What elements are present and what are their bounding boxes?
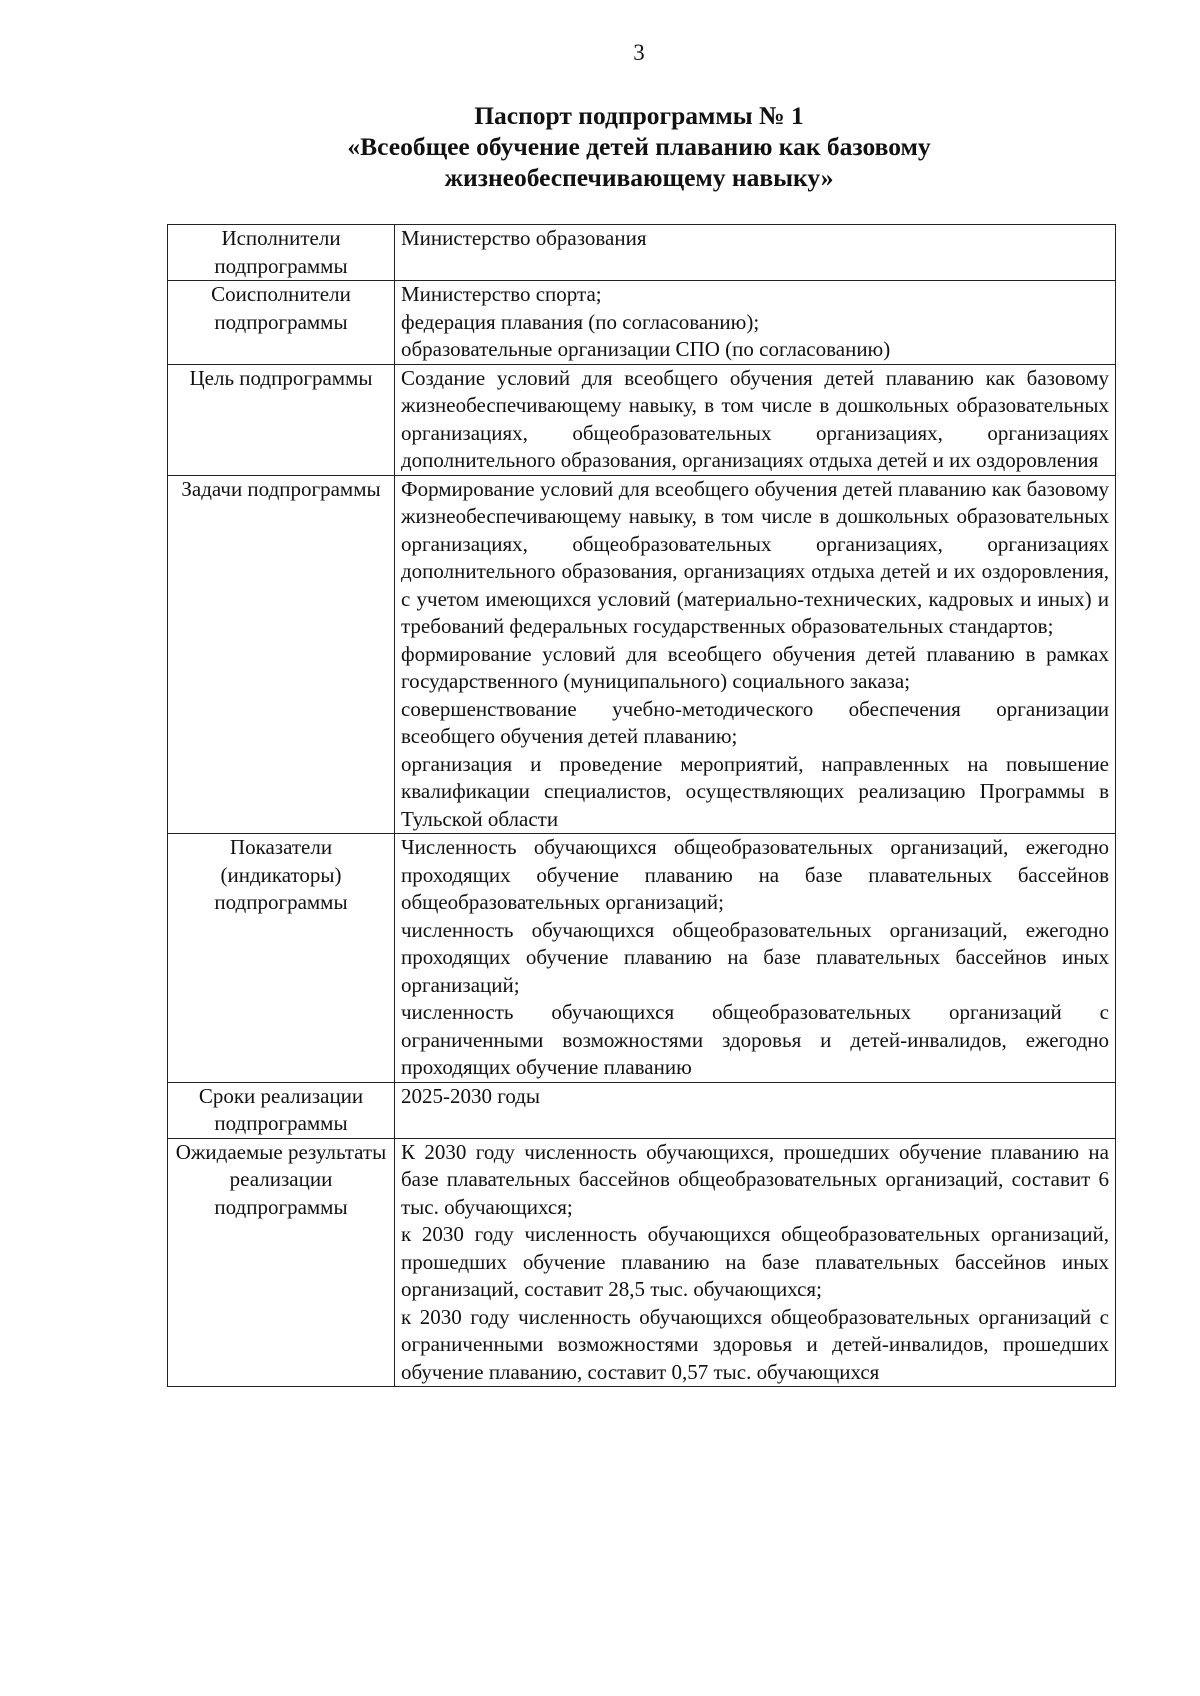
row-label: Задачи подпрограммы	[168, 475, 395, 834]
value-paragraph: к 2030 году численность обучающихся общеобразовательных организаций, прошедших обучение плаванию на базе плавательных бассейнов иных организаций, составит 28,5 тыс. обучающихся;	[401, 1222, 1109, 1301]
row-value	[395, 281, 1116, 365]
row-value	[395, 1138, 1116, 1387]
table-row	[168, 1138, 1116, 1387]
table-row	[168, 364, 1116, 475]
value-paragraph: организация и проведение мероприятий, направленных на повышение квалификации специалистов, осуществляющих реализацию Программы в Тульской области	[401, 751, 1109, 831]
value-paragraph: численность обучающихся общеобразовательных организаций, ежегодно проходящих обучение плаванию на базе плавательных бассейнов иных организаций;	[401, 917, 1109, 997]
title-line-2: «Всеобщее обучение детей плаванию как базовому	[347, 132, 931, 161]
value-paragraph: численность обучающихся общеобразовательных организаций с ограниченными возможностями здоровья и детей-инвалидов, ежегодно проходящих обучение плаванию	[401, 1000, 1109, 1079]
title-line-3: жизнеобеспечивающему навыку»	[444, 163, 834, 192]
row-label: Ожидаемые результаты реализации подпрограммы	[168, 1138, 395, 1387]
value-paragraph: к 2030 году численность обучающихся общеобразовательных организаций с ограниченными возможностями здоровья и детей-инвалидов, прошедших обучение плаванию, составит 0,57 тыс. обучающихся	[401, 1304, 1109, 1384]
row-value	[395, 475, 1116, 834]
passport-table	[167, 224, 1116, 1387]
value-paragraph: федерация плавания (по согласованию);	[401, 309, 760, 334]
row-label: Соисполнители подпрограммы	[168, 281, 395, 365]
row-value	[395, 225, 1116, 281]
table-row	[168, 475, 1116, 834]
row-value	[395, 834, 1116, 1083]
row-label: Исполнители подпрограммы	[168, 225, 395, 281]
value-paragraph: формирование условий для всеобщего обучения детей плаванию в рамках государственного (муниципального) социального заказа;	[401, 641, 1109, 693]
value-paragraph: совершенствование учебно-методического обеспечения организации всеобщего обучения детей плаванию;	[401, 696, 1109, 748]
row-label: Цель подпрограммы	[168, 364, 395, 475]
value-paragraph: 2025-2030 годы	[401, 1083, 541, 1108]
document-title	[0, 100, 1200, 193]
value-paragraph: образовательные организации СПО (по согласованию)	[401, 337, 891, 361]
value-paragraph: Министерство образования	[401, 226, 647, 250]
row-label: Показатели (индикаторы) подпрограммы	[168, 834, 395, 1083]
value-paragraph: Численность обучающихся общеобразовательных организаций, ежегодно проходящих обучение плаванию на базе плавательных бассейнов общеобразовательных организаций;	[401, 835, 1109, 914]
value-paragraph: К 2030 году численность обучающихся, прошедших обучение плаванию на базе плавательных бассейнов общеобразовательных организаций, составит 6 тыс. обучающихся;	[401, 1139, 1109, 1219]
row-value	[395, 1082, 1116, 1138]
table-row	[168, 281, 1116, 365]
value-paragraph: Министерство спорта;	[401, 282, 602, 306]
table-row	[168, 225, 1116, 281]
title-line-1: Паспорт подпрограммы № 1	[474, 101, 804, 130]
value-paragraph: Формирование условий для всеобщего обучения детей плаванию как базовому жизнеобеспечивающему навыку, в том числе в дошкольных образовательных организациях, общеобразовательных организациях, организациях дополнительного образования, организациях отдыха детей и их оздоровления, с учетом имеющихся условий (материально-технических, кадровых и иных) и требований федеральных государственных образовательных стандартов;	[401, 476, 1109, 638]
row-label: Сроки реализации подпрограммы	[168, 1082, 395, 1138]
table-row	[168, 834, 1116, 1083]
table-row	[168, 1082, 1116, 1138]
value-paragraph: Создание условий для всеобщего обучения детей плаванию как базовому жизнеобеспечивающему навыку, в том числе в дошкольных образовательных организациях, общеобразовательных организациях, организациях дополнительного образования, организациях отдыха детей и их оздоровления	[401, 365, 1109, 472]
row-value	[395, 364, 1116, 475]
page-number: 3	[633, 40, 645, 65]
